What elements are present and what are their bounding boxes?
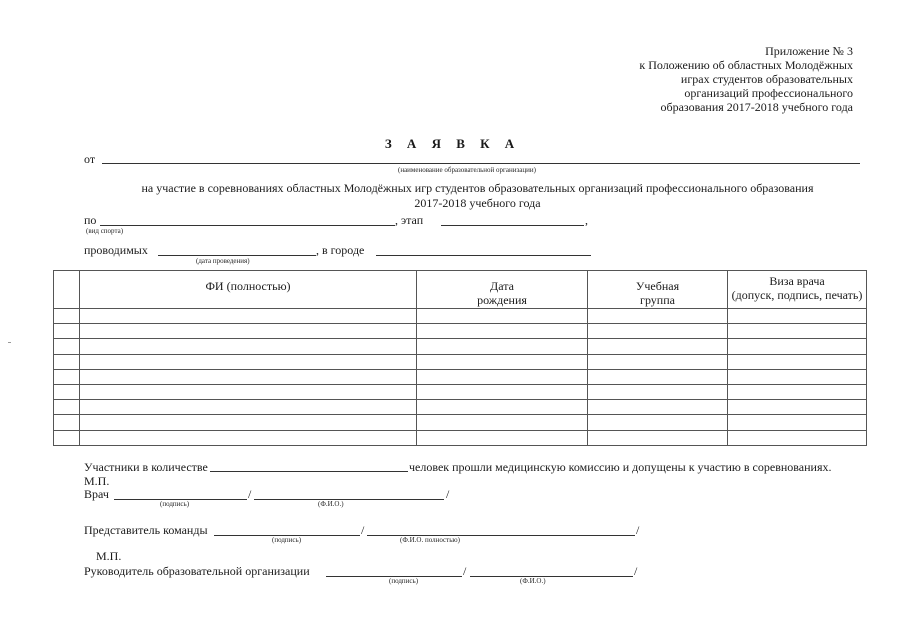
sport-field[interactable] — [100, 225, 395, 226]
table-header-row — [54, 271, 867, 309]
table-cell[interactable] — [588, 415, 728, 430]
table-row — [54, 309, 867, 324]
header-visa-text: Виза врача — [769, 274, 825, 288]
participants-text: человек прошли медицинскую комиссию и допущены к участию в соревнованиях. — [409, 460, 832, 474]
table-cell[interactable] — [728, 354, 867, 369]
table-cell[interactable] — [80, 415, 417, 430]
table-cell[interactable] — [80, 430, 417, 445]
header-name — [80, 271, 417, 309]
table-cell[interactable] — [80, 400, 417, 415]
table-row — [54, 324, 867, 339]
annex-line: Приложение № 3 — [765, 44, 853, 58]
participants-count-field[interactable] — [210, 471, 408, 472]
table-cell[interactable] — [588, 324, 728, 339]
annex-line: к Положению об областных Молодёжных — [639, 58, 853, 72]
table-cell[interactable] — [588, 309, 728, 324]
header-name-text: ФИ (полностью) — [205, 279, 291, 293]
table-cell[interactable] — [728, 324, 867, 339]
header-group — [588, 271, 728, 309]
participation-line-2: 2017-2018 учебного года — [414, 196, 541, 210]
table-cell[interactable] — [417, 430, 588, 445]
table-row — [54, 339, 867, 354]
rep-slash: / — [636, 523, 640, 537]
table-cell[interactable] — [588, 369, 728, 384]
table-cell[interactable] — [728, 430, 867, 445]
table-cell[interactable] — [54, 430, 80, 445]
header-birth-text: рождения — [477, 293, 527, 307]
doctor-slash: / — [248, 487, 252, 501]
stamp-place-1: М.П. — [84, 474, 110, 488]
table-row — [54, 400, 867, 415]
table-cell[interactable] — [54, 369, 80, 384]
held-label: проводимых — [84, 243, 148, 257]
table-cell[interactable] — [54, 309, 80, 324]
table-cell[interactable] — [417, 400, 588, 415]
table-cell[interactable] — [54, 400, 80, 415]
sport-label: по — [84, 213, 97, 227]
header-number — [54, 271, 80, 309]
table-cell[interactable] — [54, 324, 80, 339]
annex-block — [639, 44, 853, 114]
table-row — [54, 369, 867, 384]
city-label: , в городе — [316, 243, 365, 257]
head-slash: / — [463, 564, 467, 578]
participants-label: Участники в количестве — [84, 460, 208, 474]
table-cell[interactable] — [54, 354, 80, 369]
scan-speck — [8, 342, 11, 343]
city-field[interactable] — [376, 255, 591, 256]
held-hint: (дата проведения) — [196, 257, 250, 265]
table-row — [54, 430, 867, 445]
participants-table — [53, 270, 867, 446]
annex-line: образования 2017-2018 учебного года — [660, 100, 853, 114]
table-cell[interactable] — [80, 354, 417, 369]
rep-label: Представитель команды — [84, 523, 208, 537]
header-group-text: Учебная — [635, 279, 680, 293]
table-row — [54, 354, 867, 369]
table-cell[interactable] — [728, 384, 867, 399]
head-label: Руководитель образовательной организации — [84, 564, 310, 578]
header-visa-text: (допуск, подпись, печать) — [731, 288, 863, 302]
doctor-sign-hint: (подпись) — [160, 500, 190, 508]
table-cell[interactable] — [417, 354, 588, 369]
rep-sign-hint: (подпись) — [272, 536, 302, 544]
header-birth-text: Дата — [490, 279, 514, 293]
stage-comma: , — [585, 213, 588, 227]
table-cell[interactable] — [588, 384, 728, 399]
from-hint: (наименование образовательной организации) — [398, 166, 536, 174]
header-visa — [728, 271, 867, 309]
table-cell[interactable] — [417, 369, 588, 384]
table-cell[interactable] — [80, 384, 417, 399]
table-cell[interactable] — [80, 369, 417, 384]
head-sign-hint: (подпись) — [389, 577, 419, 585]
head-slash: / — [634, 564, 638, 578]
doctor-name-field[interactable] — [254, 499, 444, 500]
head-name-field[interactable] — [470, 576, 633, 577]
table-cell[interactable] — [80, 339, 417, 354]
table-cell[interactable] — [728, 415, 867, 430]
rep-name-hint: (Ф.И.О. полностью) — [400, 536, 460, 544]
participation-line-1: на участие в соревнованиях областных Молодёжных игр студентов образовательных организаций профессионального образования — [141, 181, 814, 195]
held-date-field[interactable] — [158, 255, 316, 256]
header-group-text: группа — [640, 293, 675, 307]
sport-hint: (вид спорта) — [86, 227, 124, 235]
doctor-name-hint: (Ф.И.О.) — [318, 500, 344, 508]
table-cell[interactable] — [588, 430, 728, 445]
table-cell[interactable] — [417, 339, 588, 354]
table-cell[interactable] — [417, 384, 588, 399]
table-cell[interactable] — [588, 400, 728, 415]
table-cell[interactable] — [728, 369, 867, 384]
table-cell[interactable] — [728, 309, 867, 324]
form-title: З А Я В К А — [384, 136, 521, 151]
stage-field[interactable] — [441, 225, 584, 226]
annex-line: организаций профессионального — [684, 86, 853, 100]
table-row — [54, 384, 867, 399]
rep-slash: / — [361, 523, 365, 537]
table-cell[interactable] — [417, 324, 588, 339]
from-label: от — [84, 152, 96, 166]
table-cell[interactable] — [588, 354, 728, 369]
doctor-label: Врач — [84, 487, 109, 501]
table-cell[interactable] — [80, 309, 417, 324]
head-name-hint: (Ф.И.О.) — [520, 577, 546, 585]
header-birth — [417, 271, 588, 309]
stamp-place-2: М.П. — [96, 549, 122, 563]
table-cell[interactable] — [54, 339, 80, 354]
table-cell[interactable] — [728, 400, 867, 415]
stage-label: , этап — [395, 213, 424, 227]
from-field[interactable] — [102, 163, 860, 164]
table-cell[interactable] — [417, 309, 588, 324]
table-cell[interactable] — [417, 415, 588, 430]
table-cell[interactable] — [588, 339, 728, 354]
table-cell[interactable] — [54, 384, 80, 399]
table-cell[interactable] — [728, 339, 867, 354]
table-cell[interactable] — [80, 324, 417, 339]
table-cell[interactable] — [54, 415, 80, 430]
table-row — [54, 415, 867, 430]
annex-line: играх студентов образовательных — [680, 72, 853, 86]
doctor-slash: / — [446, 487, 450, 501]
